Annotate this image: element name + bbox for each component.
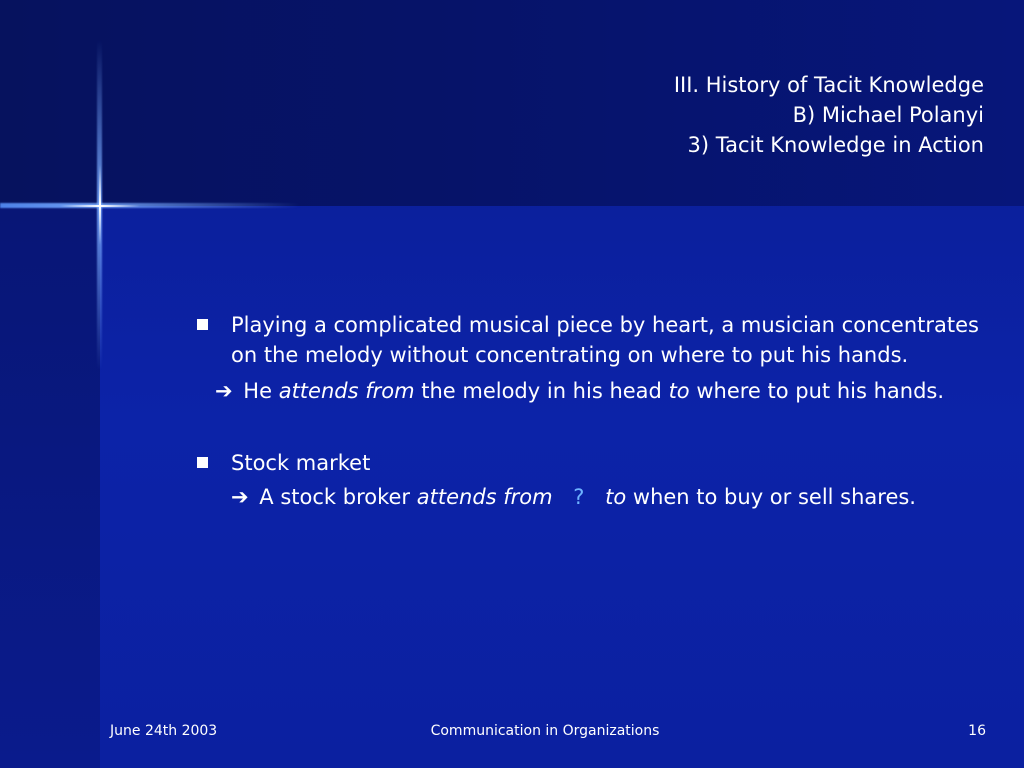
square-bullet-icon [197, 319, 208, 330]
star-sparkle-icon-vertical [99, 165, 101, 245]
title-line-3: 3) Tacit Knowledge in Action [687, 133, 984, 157]
question-mark: ? [573, 485, 585, 509]
bullet-text: Stock market [231, 451, 371, 475]
sub-emphasis-2: to [605, 485, 627, 509]
bullet-item [195, 310, 995, 370]
page-number: 16 [968, 723, 986, 739]
bullet-item [195, 448, 995, 478]
sub-emphasis-1: attends from [416, 485, 553, 509]
sub-text-1: A stock broker [259, 485, 411, 509]
sub-text-3: when to buy or sell shares. [632, 485, 916, 509]
footer-date: June 24th 2003 [110, 723, 218, 739]
slide-content [195, 310, 995, 512]
title-line-1: III. History of Tacit Knowledge [673, 73, 984, 97]
sub-emphasis-1: attends from [278, 379, 415, 403]
right-arrow-icon: ➔ [231, 485, 249, 509]
footer [0, 723, 1024, 743]
sub-point [195, 482, 995, 512]
sub-text-2: the melody in his head [421, 379, 662, 403]
left-strip [0, 206, 100, 768]
bullet-text: Playing a complicated musical piece by heart, a musician concentrates on the melody without concentrating on where to put his hands. [231, 313, 979, 367]
title-line-2: B) Michael Polanyi [792, 103, 984, 127]
footer-title: Communication in Organizations [430, 723, 660, 739]
slide-title [384, 70, 984, 160]
sub-text-1: He [243, 379, 273, 403]
right-arrow-icon: ➔ [215, 379, 233, 403]
sub-text-3: where to put his hands. [696, 379, 945, 403]
square-bullet-icon [197, 457, 208, 468]
sub-emphasis-2: to [668, 379, 690, 403]
star-glow-horizontal [0, 203, 300, 208]
sub-point [195, 376, 995, 406]
